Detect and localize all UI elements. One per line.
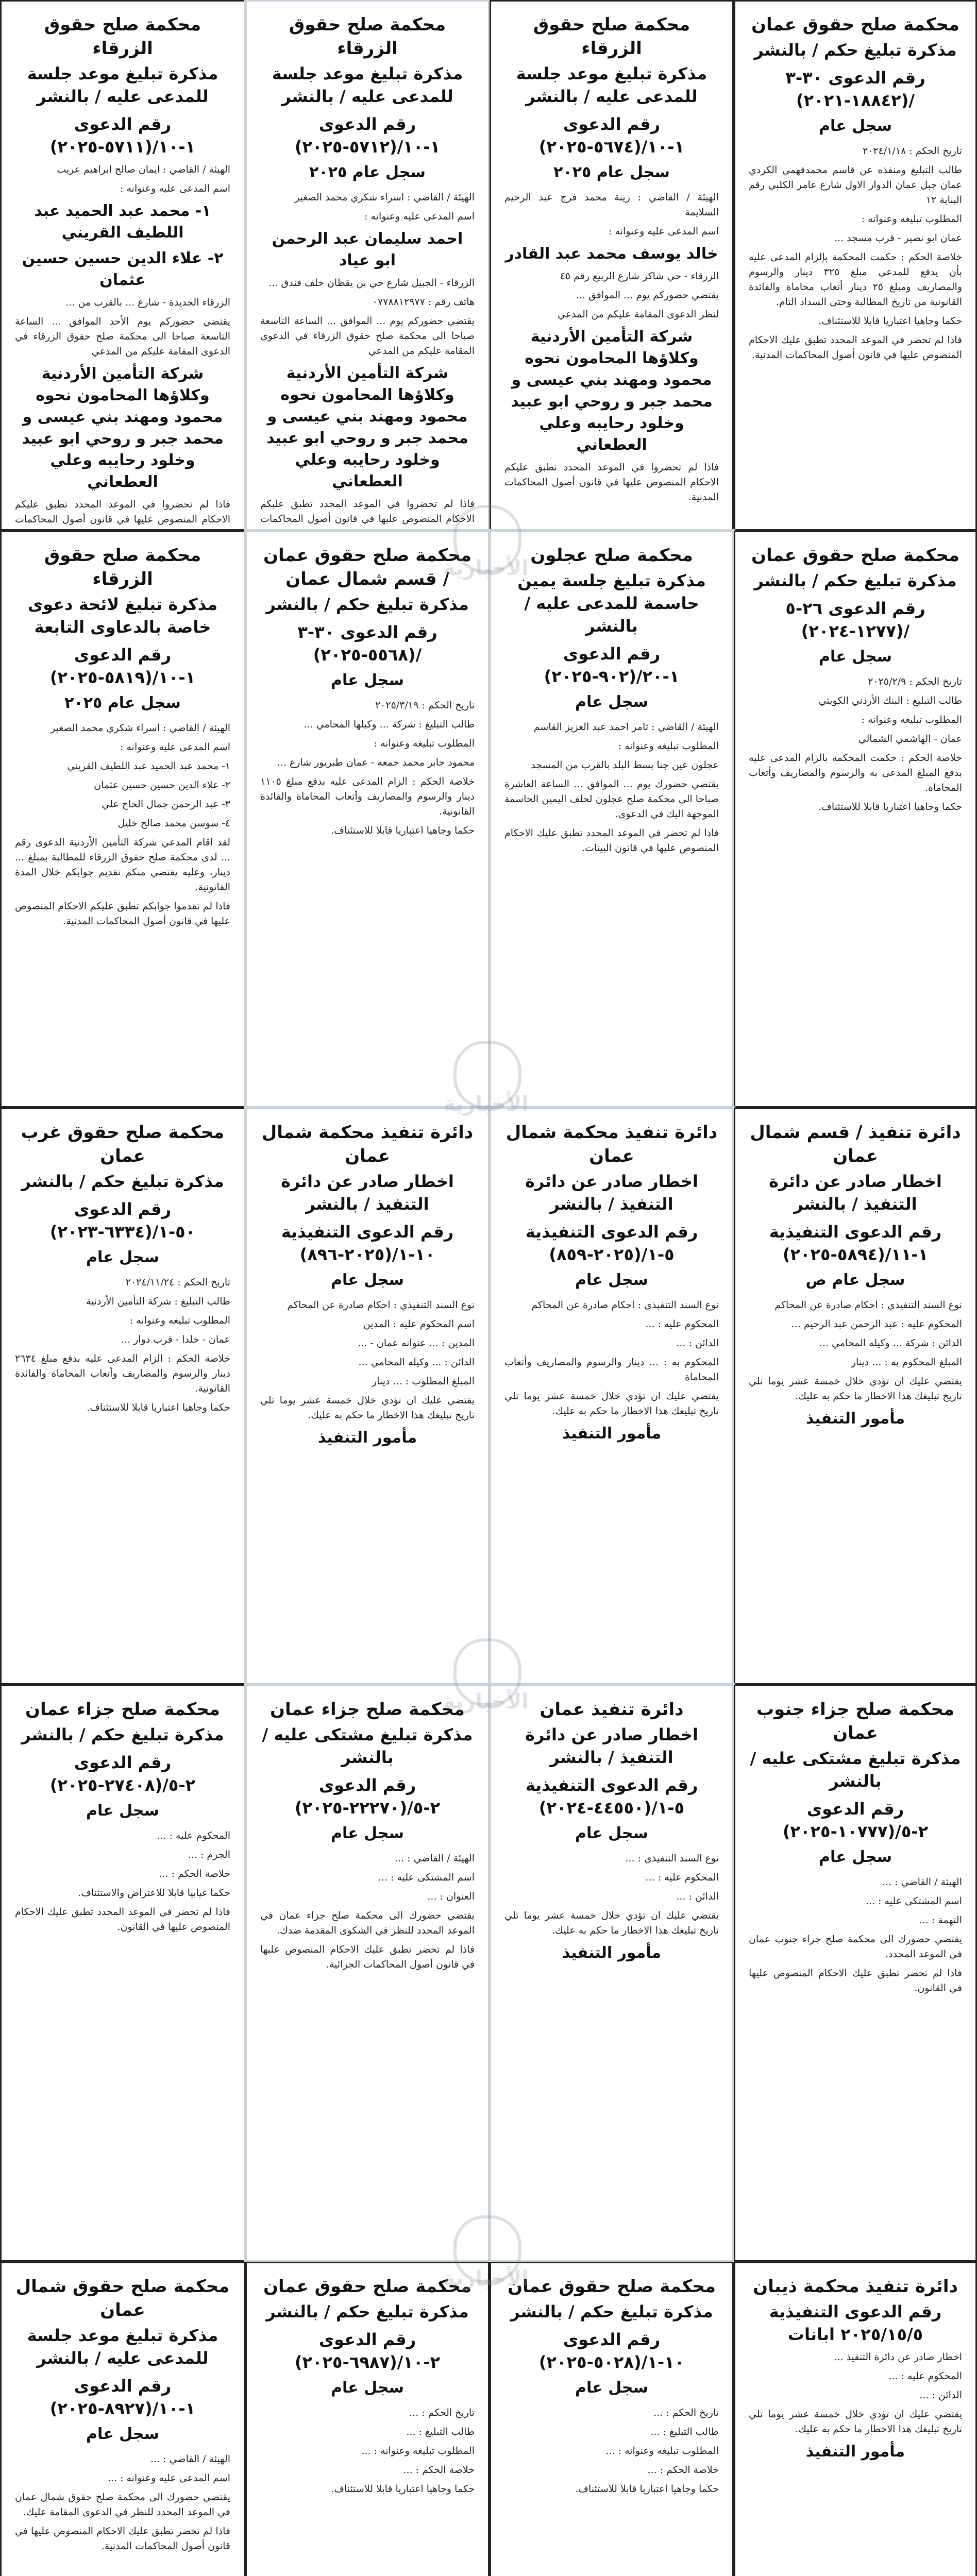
notice-heading: مذكرة تبليغ موعد جلسة للمدعى عليه / بالنشر	[272, 64, 463, 106]
notice-line: اسم المشتكى عليه : ...	[865, 1895, 962, 1907]
notice-line: ٢- علاء الدين حسين حسين عثمان	[94, 779, 230, 791]
notice-line: يقتضي عليك ان تؤدي خلال خمسة عشر يوما تلي تاريخ تبليغك هذا الاخطار ما حكم به عليك.	[504, 1391, 719, 1417]
notice-subtitle: سجل عام ص	[805, 1271, 905, 1289]
notice-body	[260, 1851, 475, 1972]
notice-case-number: رقم الدعوى التنفيذية ٢٠٢٥/١٥/٥ ابانات	[769, 2302, 942, 2344]
notice-2	[245, 0, 490, 531]
notice-line: عمان - الهاشمي الشمالي	[858, 733, 962, 744]
notice-court: دائرة تنفيذ محكمة شمال عمان	[506, 1122, 718, 1166]
notice-line: العنوان : ...	[427, 1891, 475, 1902]
notice-line: خلاصة الحكم : الزام المدعى عليه بدفع مبلغ ٢٦٣٤ دينار والرسوم والمصاريف وأتعاب المحاماة والفائدة القانونية.	[15, 1353, 230, 1394]
notice-subtitle: سجل عام	[86, 2425, 160, 2443]
notice-line: يقتضي حضورك الى محكمة صلح جزاء جنوب عمان في الموعد المحدد.	[749, 1934, 962, 1960]
notice-heading: مذكرة تبليغ موعد جلسة للمدعى عليه / بالنشر	[27, 64, 218, 106]
notice-line: حكما وجاهيا اعتباريا قابلا للاستئناف.	[818, 801, 962, 812]
notice-subtitle: سجل عام	[575, 1824, 649, 1842]
notice-heading: مذكرة تبليغ حكم / بالنشر	[510, 2302, 713, 2321]
notice-line: طالب التبليغ : البنك الأردني الكويتي	[818, 695, 962, 706]
notice-body	[504, 190, 719, 505]
notice-signature: مأمور التنفيذ	[805, 2443, 905, 2461]
notice-court: محكمة صلح حقوق الزرقاء	[289, 14, 446, 59]
notice-line: فاذا لم تحضر تطبق عليك الاحكام المنصوص عليها في قانون أصول المحاكمات الجزائية.	[260, 1944, 475, 1970]
notice-line: فاذا لم تحضر تطبق عليك الاحكام المنصوص عليها في القانون.	[749, 1968, 962, 1994]
notice-heading: مذكرة تبليغ موعد جلسة للمدعى عليه / بالنشر	[27, 2326, 218, 2368]
notice-18	[245, 2262, 490, 2576]
notice-court: محكمة صلح حقوق شمال عمان	[15, 2276, 230, 2320]
notice-line: الدائن : ...	[676, 1337, 719, 1349]
notice-subtitle: سجل عام	[330, 1271, 405, 1289]
notice-line: يقتضي حضوركم يوم ... الموافق ...	[576, 290, 719, 301]
notice-6	[245, 531, 490, 1108]
notice-case-number: رقم الدعوى ٥٠-١/(٦٣٣٤-٢٠٢٣)	[49, 1199, 196, 1242]
notice-line: اسم المحكوم عليه : المدين	[363, 1318, 475, 1330]
notice-subtitle: سجل عام ٢٠٢٥	[309, 163, 426, 181]
notice-body	[749, 1298, 962, 1430]
notice-line: الهيئة / القاضي : اسراء شكري محمد الصغير	[50, 722, 230, 734]
notice-case-number: رقم الدعوى ١-١٠/(٨٩٢٧-٢٠٢٥)	[49, 2376, 196, 2418]
watermark-text: الأخبارية	[443, 1690, 529, 1714]
notice-line: لقد اقام المدعي شركة التأمين الأردنية الدعوى رقم ... لدى محكمة صلح حقوق الزرقاء للمطالبة بمبلغ ... دينار، وعليه يقتضي منكم تقديم جوابكم خلال المدة القانونية.	[15, 837, 230, 893]
notice-body	[504, 720, 719, 856]
notice-line: الدائن : شركة ... وكيله المحامي ...	[819, 1337, 962, 1349]
notice-body	[260, 2405, 475, 2497]
notice-body	[504, 1851, 719, 1964]
notice-heading: مذكرة تبليغ حكم / بالنشر	[21, 1725, 224, 1744]
notice-11	[490, 1108, 734, 1685]
notice-line: طالب التبليغ ومنفذه عن قاسم محمدفهمي الكردي عمان جبل عمان الدوار الاول شارع عامر الكلبي رقم البناية ١٢	[749, 164, 962, 206]
notice-line: الهيئة / القاضي : ...	[395, 1853, 475, 1864]
notice-case-number: رقم الدعوى ٢٦-٥ /(١٢٧٧-٢٠٢٤)	[785, 599, 925, 641]
notice-line: التهمة : ...	[919, 1914, 962, 1926]
notice-13	[0, 1685, 245, 2262]
notice-line: الزرقاء الجديدة - شارع ... بالقرب من ...	[65, 297, 230, 308]
notice-line: الهيئة / القاضي : زينة محمد فرج عبد الرحيم السلايمة	[504, 192, 719, 218]
notice-line: هاتف رقم : ٠٧٧٨٨١٢٩٧٧	[372, 296, 475, 308]
notice-line: حكما وجاهيا اعتباريا قابلا للاستئناف.	[818, 315, 962, 327]
notice-line: فاذا لم تحضر في الموعد المحدد تطبق عليك الاحكام المنصوص عليها في قانون البينات.	[504, 827, 719, 854]
notice-line: فاذا لم تقدموا جوابكم تطبق عليكم الاحكام المنصوص عليها في قانون أصول المحاكمات المدنية.	[15, 901, 230, 927]
notice-line: يقتضي عليك ان تؤدي خلال خمسة عشر يوما تلي تاريخ تبليغك هذا الاخطار ما حكم به عليك.	[749, 1376, 962, 1402]
notice-signature: مأمور التنفيذ	[805, 1410, 905, 1428]
notice-line: لنظر الدعوى المقامة عليكم من المدعي	[557, 309, 719, 320]
notice-heading: مذكرة تبليغ لائحة دعوى خاصة بالدعاوى التابعة	[27, 595, 218, 637]
notice-case-number: رقم الدعوى ١-١٠/(٥٧١١-٢٠٢٥)	[49, 114, 196, 157]
notice-line: خلاصة الحكم : ...	[647, 2464, 719, 2476]
notice-body	[15, 1828, 230, 1935]
notice-line: حكما وجاهيا اعتباريا قابلا للاستئناف.	[331, 2483, 475, 2495]
notice-subtitle: سجل عام	[86, 1248, 160, 1266]
notice-subtitle: سجل عام ٢٠٢٥	[553, 163, 670, 181]
notice-heading: مذكرة تبليغ جلسة يمين حاسمة للمدعى عليه / بالنشر	[517, 571, 706, 636]
notice-line: يقتضي عليك ان تؤدي خلال خمسة عشر يوما تلي تاريخ تبليغك هذا الاخطار ما حكم به عليك.	[504, 1910, 719, 1936]
notice-line: المحكوم عليه : عبد الرحمن عبد الرحيم ...	[791, 1318, 962, 1330]
notice-line: المطلوب تبليغه وعنوانه :	[374, 738, 475, 749]
notice-heading: مذكرة تبليغ مشتكى عليه / بالنشر	[262, 1725, 473, 1767]
notice-body	[15, 1275, 230, 1415]
notice-line: فاذا لم تحضر تطبق عليك الاحكام المنصوص عليها في قانون أصول المحاكمات المدنية.	[15, 2526, 230, 2552]
notice-line: يقتضي حضورك الى محكمة صلح حقوق شمال عمان في الموعد المحدد للنظر في الدعوى المقامة عليك.	[15, 2492, 230, 2518]
notice-line: المحكوم عليه : ...	[645, 1872, 719, 1883]
notice-line: نوع السند التنفيذي : احكام صادرة عن المحاكم	[287, 1299, 475, 1311]
notice-heading: مذكرة تبليغ حكم / بالنشر	[21, 1172, 224, 1191]
notice-line: الدائن : ...	[676, 1891, 719, 1902]
notice-line: الهيئة / القاضي : ...	[150, 2453, 230, 2465]
notice-line: ١- محمد عبد الحميد عبد اللطيف القريني	[67, 760, 230, 772]
notice-body	[749, 674, 962, 815]
notice-line: اسم المشتكى عليه : ...	[378, 1872, 475, 1883]
notice-subtitle: سجل عام	[330, 1824, 405, 1842]
notice-8	[734, 531, 977, 1108]
notice-body	[504, 2405, 719, 2497]
notice-subtitle: سجل عام	[330, 671, 405, 689]
notice-court: محكمة صلح حقوق عمان	[751, 14, 959, 35]
notice-subtitle: سجل عام	[575, 2379, 649, 2397]
notice-case-number: رقم الدعوى ٣٠-٣ /(٥٥٦٨-٢٠٢٥)	[297, 622, 437, 665]
notice-case-number: رقم الدعوى التنفيذية ٥-١/(٤٤٥٥٠-٢٠٢٤)	[525, 1775, 698, 1818]
notice-line: طالب التبليغ : شركة ... وكيلها المحامي ...	[304, 719, 475, 730]
notice-line: عجلون عين جنا بسط البلد بالقرب من المسجد	[531, 759, 719, 771]
notice-20	[734, 2262, 977, 2576]
notice-court: دائرة تنفيذ / قسم شمال عمان	[750, 1122, 961, 1166]
notice-line: المحكوم به : ... دينار والرسوم والمصاريف وأتعاب المحاماة	[504, 1357, 719, 1383]
notice-line: يقتضي حضوركم يوم ... الموافق ... الساعة التاسعة صباحا الى محكمة صلح حقوق الزرقاء في الدعوى المقامة عليكم من المدعي	[260, 315, 475, 357]
notice-line: يقتضي حضورك الى محكمة صلح جزاء عمان في الموعد المحدد للنظر في الشكوى المقدمة ضدك.	[260, 1910, 475, 1936]
notice-line: عمان ابو نصير - قرب مسجد ...	[834, 232, 962, 244]
notice-party: خالد يوسف محمد عبد القادر	[505, 245, 718, 263]
notice-case-number: رقم الدعوى ١-٢٠/(٩٠٢-٢٠٢٥)	[544, 644, 680, 686]
notice-body	[260, 190, 475, 541]
notice-heading: مذكرة تبليغ حكم / بالنشر	[754, 571, 957, 590]
notice-line: تاريخ الحكم : ٢٠٢٤/١/١٨	[862, 145, 962, 157]
notice-4	[734, 0, 977, 531]
notice-line: اسم المدعى عليه وعنوانه :	[609, 226, 719, 237]
notice-line: المطلوب تبليغه وعنوانه :	[618, 740, 719, 752]
notice-line: المبلغ المطلوب : ... دينار	[372, 1376, 475, 1387]
notice-case-number: رقم الدعوى ٢-٥/(٢٧٤٠٨-٢٠٢٥)	[49, 1753, 196, 1795]
notice-line: المحكوم عليه : ...	[888, 2370, 962, 2382]
notice-line: نوع السند التنفيذي : احكام صادرة عن المحاكم	[774, 1299, 962, 1311]
notice-subtitle: سجل عام	[818, 117, 892, 135]
notice-15	[490, 1685, 734, 2262]
notice-court: محكمة صلح حقوق عمان / قسم شمال عمان	[263, 545, 471, 589]
notice-line: فاذا لم تحضروا في الموعد المحدد تطبق عليكم الاحكام المنصوص عليها في قانون أصول المحاكمات المدنية.	[504, 462, 719, 503]
notice-line: الهيئة / القاضي : ثامر احمد عبد العزيز القاسم	[533, 721, 719, 733]
notice-court: محكمة صلح حقوق الزرقاء	[44, 545, 201, 589]
notice-body	[749, 2350, 962, 2463]
notice-line: المطلوب تبليغه وعنوانه :	[861, 714, 962, 725]
notice-line: المطلوب تبليغه وعنوانه :	[129, 1315, 230, 1326]
notice-line: الهيئة / القاضي : ايمان صالح ابراهيم عريب	[57, 164, 230, 175]
notice-case-number: رقم الدعوى ١-١٠/(٥٦٧٤-٢٠٢٥)	[538, 114, 685, 157]
notice-line: يقتضي عليك ان تؤدي خلال خمسة عشر يوما تلي تاريخ تبليغك هذا الاخطار ما حكم به عليك.	[260, 1395, 475, 1421]
notice-line: تاريخ الحكم : ...	[653, 2407, 719, 2418]
notice-line: ٤- سوسن محمد صالح خليل	[117, 818, 230, 829]
notice-heading: اخطار صادر عن دائرة التنفيذ / بالنشر	[769, 1172, 942, 1214]
notice-court: محكمة صلح حقوق الزرقاء	[533, 14, 690, 59]
notice-16	[734, 1685, 977, 2262]
notice-line: خلاصة الحكم : حكمت المحكمة بالزام المدعى عليه بدفع المبلغ المدعى به والرسوم والمصاريف وأتعاب المحاماة.	[749, 752, 962, 793]
notice-case-number: رقم الدعوى ٢-٥/(٢٢٢٧٠-٢٠٢٥)	[294, 1775, 441, 1818]
notice-court: محكمة صلح حقوق عمان	[263, 2276, 471, 2297]
notice-body	[15, 721, 230, 929]
notice-body	[15, 2452, 230, 2554]
notice-heading: مذكرة تبليغ حكم / بالنشر	[266, 595, 469, 614]
notice-case-number: رقم الدعوى ٢-١٠/(٦٩٨٧-٢٠٢٥)	[294, 2330, 441, 2372]
notice-court: دائرة تنفيذ محكمة شمال عمان	[261, 1122, 474, 1166]
notice-line: خلاصة الحكم : الزام المدعى عليه بدفع مبلغ ١١٠٥ دينار والرسوم والمصاريف وأتعاب المحاماة والفائدة القانونية.	[260, 776, 475, 817]
notice-court: دائرة تنفيذ محكمة ذيبان	[753, 2276, 958, 2297]
notice-heading: اخطار صادر عن دائرة التنفيذ / بالنشر	[525, 1172, 698, 1214]
notice-line: يقتضي عليك ان تؤدي خلال خمسة عشر يوما تلي تاريخ تبليغك هذا الاخطار ما حكم به عليك.	[749, 2409, 962, 2435]
notice-case-number: رقم الدعوى ٢-٥/(١٠٧٧٧-٢٠٢٥)	[782, 1799, 929, 1841]
notice-case-number: رقم الدعوى التنفيذية ٥-١/(٢٠٢٥-٨٥٩)	[525, 1222, 698, 1264]
notice-line: محمود جابر محمد جمعه - عمان طبربور شارع ...	[277, 757, 475, 768]
notice-line: تاريخ الحكم : ٢٠٢٥/٣/١٩	[375, 700, 475, 711]
notice-heading: مذكرة تبليغ حكم / بالنشر	[266, 2302, 469, 2321]
notice-line: المحكوم عليه : ...	[645, 1318, 719, 1330]
notice-line: اخطار صادر عن دائرة التنفيذ ...	[834, 2351, 962, 2363]
notice-line: تاريخ الحكم : ...	[409, 2407, 475, 2418]
notice-court: محكمة صلح جزاء عمان	[25, 1699, 220, 1720]
notice-signature: مأمور التنفيذ	[562, 1425, 662, 1443]
watermark-text: الأخبارية	[443, 2267, 529, 2291]
notice-body	[260, 698, 475, 838]
notice-12	[734, 1108, 977, 1685]
notice-line: الهيئة / القاضي : ...	[882, 1876, 962, 1888]
notice-line: خلاصة الحكم : ...	[403, 2464, 475, 2476]
notice-court: محكمة صلح حقوق الزرقاء	[44, 14, 201, 59]
notice-line: طالب التبليغ : شركة التأمين الأردنية	[86, 1296, 230, 1307]
notice-line: خلاصة الحكم : حكمت المحكمة بإلزام المدعى عليه بأن يدفع للمدعي مبلغ ٣٢٥ دينار والرسوم والمصاريف ومبلغ ٢٥ دينار أتعاب محاماة والفائدة القانونية من تاريخ المطالبة وحتى السداد التام.	[749, 251, 962, 308]
notice-line: حكما وجاهيا اعتباريا قابلا للاستئناف.	[575, 2483, 719, 2495]
notice-case-number: رقم الدعوى ٣٠-٣ /(١٨٨٤٢-٢٠٢١)	[785, 68, 925, 110]
notice-line: اسم المدعى عليه وعنوانه :	[120, 183, 230, 194]
notice-19	[490, 2262, 734, 2576]
notice-7	[490, 531, 734, 1108]
notice-party: شركة التأمين الأردنية وكلاؤها المحامون نحوه محمود ومهند بني عيسى و محمد جبر و روحي ابو عبيد وخلود رحايبه وعلي العطعاني	[511, 328, 713, 454]
notice-heading: مذكرة تبليغ حكم / بالنشر	[754, 40, 957, 60]
notice-line: المدين : ... عنوانه عمان - ...	[358, 1337, 475, 1349]
notice-line: حكما غيابيا قابلا للاعتراض والاستئناف.	[78, 1887, 230, 1899]
notice-party: ٢- علاء الدين حسين حسين عثمان	[22, 249, 224, 289]
notice-line: خلاصة الحكم : ...	[159, 1868, 230, 1879]
notice-line: يقتضي حضوركم يوم الأحد الموافق ... الساعة التاسعة صباحا الى محكمة صلح حقوق الزرقاء في الدعوى المقامة عليكم من المدعي	[15, 316, 230, 357]
notice-line: نوع السند التنفيذي : ...	[625, 1853, 719, 1864]
notice-court: محكمة صلح جزاء عمان	[270, 1699, 465, 1720]
notice-line: فاذا لم تحضر في الموعد المحدد تطبق عليك الاحكام المنصوص عليها في القانون.	[15, 1906, 230, 1933]
notice-9	[0, 1108, 245, 1685]
notice-line: المبلغ المحكوم به : ... دينار	[851, 1357, 962, 1368]
notice-party: ١- محمد عبد الحميد عبد اللطيف القريني	[34, 202, 211, 242]
notice-line: اسم المدعى عليه وعنوانه : ...	[107, 2472, 230, 2484]
notice-body	[749, 1875, 962, 1996]
notice-line: يقتضي حضورك يوم ... الموافق ... الساعة العاشرة صباحا الى محكمة صلح عجلون لحلف اليمين الحاسمة الموجهة اليك في الدعوى.	[504, 778, 719, 820]
notice-line: طالب التبليغ : ...	[406, 2426, 475, 2437]
notice-party: احمد سليمان عبد الرحمن ابو عياد	[272, 230, 463, 269]
notice-line: الدائن : ... وكيله المحامي ...	[358, 1357, 475, 1368]
notice-heading: اخطار صادر عن دائرة التنفيذ / بالنشر	[281, 1172, 454, 1214]
notice-court: محكمة صلح جزاء جنوب عمان	[756, 1699, 955, 1743]
notice-signature: مأمور التنفيذ	[562, 1944, 662, 1962]
notice-subtitle: سجل عام	[330, 2379, 405, 2397]
notice-line: نوع السند التنفيذي : احكام صادرة عن المحاكم	[531, 1299, 719, 1311]
notice-subtitle: سجل عام	[575, 693, 649, 711]
notice-5	[0, 531, 245, 1108]
notice-line: اسم المدعى عليه وعنوانه :	[120, 741, 230, 753]
notice-case-number: رقم الدعوى التنفيذية ١٠-١/(٢٠٢٥-٨٩٦)	[281, 1222, 454, 1264]
notice-line: فاذا لم تحضروا في الموعد المحدد تطبق عليكم الاحكام المنصوص عليها في قانون أصول المحاكمات	[260, 498, 475, 524]
notice-body	[749, 144, 962, 363]
notice-party: شركة التأمين الأردنية وكلاؤها المحامون نحوه محمود ومهند بني عيسى و محمد جبر و روحي ابو عبيد وخلود رحايبه وعلي العطعاني	[22, 365, 224, 491]
notice-line: ٣- عبد الرحمن جمال الحاج علي	[102, 799, 230, 810]
notice-heading: اخطار صادر عن دائرة التنفيذ / بالنشر	[525, 1725, 698, 1767]
notice-line: المحكوم عليه : ...	[157, 1830, 230, 1841]
notice-line: فاذا لم تحضر في الموعد المحدد تطبق عليك الاحكام المنصوص عليها في قانون أصول المحاكمات المدنية.	[749, 334, 962, 361]
notice-heading: مذكرة تبليغ مشتكى عليه / بالنشر	[750, 1749, 961, 1791]
notice-line: تاريخ الحكم : ٢٠٢٤/١١/٢٤	[125, 1277, 230, 1288]
notice-body	[15, 162, 230, 542]
notice-signature: مأمور التنفيذ	[317, 1429, 417, 1447]
notice-case-number: رقم الدعوى ١-١٠/(٥٧١٢-٢٠٢٥)	[294, 114, 441, 157]
notice-line: حكما وجاهيا اعتباريا قابلا للاستئناف.	[87, 1402, 230, 1413]
notice-line: الدائن : ...	[919, 2389, 962, 2401]
notice-line: الهيئة / القاضي : اسراء شكري محمد الصغير	[295, 192, 475, 203]
notice-case-number: رقم الدعوى التنفيذية ١-١١/(٥٨٩٤-٢٠٢٥)	[769, 1222, 942, 1264]
notice-line: عمان - خلدا - قرب دوار ...	[121, 1334, 230, 1345]
notice-line: الزرقاء - الجبيل شارع حي بن يقظان خلف فندق ...	[268, 277, 475, 289]
notice-party: شركة التأمين الأردنية وكلاؤها المحامون نحوه محمود ومهند بني عيسى و محمد جبر و روحي ابو عبيد وخلود رحايبه وعلي العطعاني	[266, 364, 468, 490]
notice-court: محكمة صلح عجلون	[530, 545, 693, 566]
notice-court: دائرة تنفيذ عمان	[540, 1699, 684, 1720]
notice-subtitle: سجل عام	[818, 648, 892, 666]
notice-line: حكما وجاهيا اعتباريا قابلا للاستئناف.	[331, 825, 475, 836]
notice-17	[0, 2262, 245, 2576]
notice-line: المطلوب تبليغه وعنوانه : ...	[361, 2445, 475, 2456]
notice-line: طالب التبليغ : ...	[650, 2426, 719, 2437]
watermark-text: الأخبارية	[443, 556, 529, 580]
notice-3	[490, 0, 734, 531]
notice-line: فاذا لم تحضروا في الموعد المحدد تطبق عليكم الاحكام المنصوص عليها في قانون أصول المحاكمات	[15, 499, 230, 525]
notice-case-number: رقم الدعوى ١-١٠/(٥٨١٩-٢٠٢٥)	[49, 645, 196, 687]
notice-line: تاريخ الحكم : ٢٠٢٥/٢/٩	[868, 676, 962, 687]
notice-line: الزرقاء - حي شاكر شارع الربيع رقم ٤٥	[560, 270, 719, 282]
notice-subtitle: سجل عام ٢٠٢٥	[64, 694, 181, 712]
notice-line: الجرم : ...	[188, 1849, 230, 1860]
notice-heading: مذكرة تبليغ موعد جلسة للمدعى عليه / بالنشر	[516, 64, 708, 106]
notice-body	[504, 1298, 719, 1445]
notice-line: المطلوب تبليغه وعنوانه : ...	[605, 2445, 719, 2456]
notice-court: محكمة صلح حقوق عمان	[751, 545, 959, 566]
notice-line: اسم المدعى عليه وعنوانه :	[364, 211, 475, 222]
notice-10	[245, 1108, 490, 1685]
notice-court: محكمة صلح حقوق عمان	[508, 2276, 716, 2297]
notice-case-number: رقم الدعوى ١٠-١/(٥٠٢٨-٢٠٢٥)	[538, 2330, 685, 2372]
notice-1	[0, 0, 245, 531]
notice-subtitle: سجل عام	[818, 1848, 892, 1866]
notice-line: المطلوب تبليغه وعنوانه :	[861, 213, 962, 225]
notice-court: محكمة صلح حقوق غرب عمان	[21, 1122, 225, 1166]
notice-14	[245, 1685, 490, 2262]
watermark-text: الأخبارية	[443, 1092, 529, 1116]
notice-body	[260, 1298, 475, 1449]
notice-subtitle: سجل عام	[575, 1271, 649, 1289]
notice-subtitle: سجل عام	[86, 1802, 160, 1820]
